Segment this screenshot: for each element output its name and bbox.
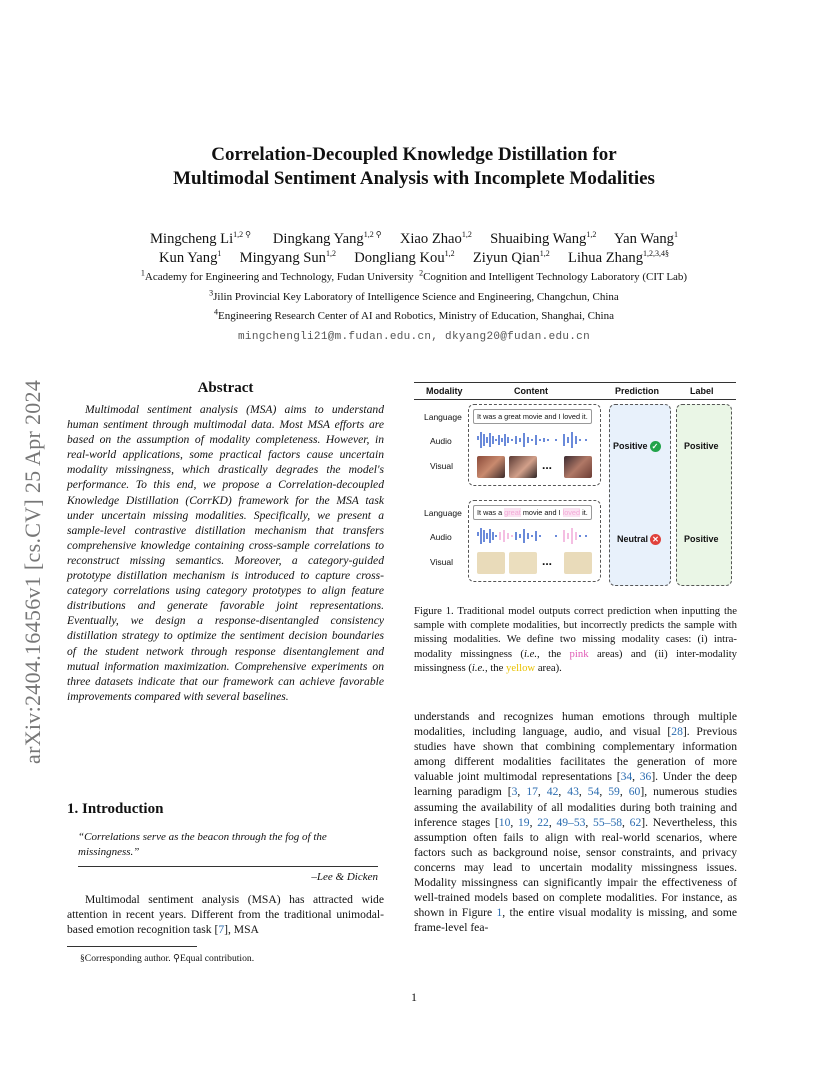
author: Mingcheng $Li^{1,2 ⚲}$ xyxy=(150,230,251,247)
citation-link[interactable]: 43 xyxy=(567,785,579,799)
citation-link[interactable]: 59 xyxy=(608,785,620,799)
header-modality: Modality xyxy=(426,386,463,396)
frames-ellipsis: ... xyxy=(542,458,553,472)
section-heading-introduction: 1. Introduction xyxy=(67,801,164,817)
sample-2-audio-waveform xyxy=(476,526,594,546)
epigraph-quote: “Correlations serve as the beacon through the fog of the missingness.” xyxy=(78,831,327,858)
prediction-column xyxy=(609,404,671,586)
author: Yan Wang$^1$ xyxy=(614,230,678,247)
citation-link[interactable]: 36 xyxy=(639,770,652,784)
cross-icon: ✕ xyxy=(650,534,661,545)
header-label: Label xyxy=(690,386,714,396)
citation-link[interactable]: 3 xyxy=(511,785,518,799)
author: Ziyun Qian$^{1,2}$ xyxy=(472,249,550,266)
figure-top-rule xyxy=(414,382,736,383)
paper-title xyxy=(0,143,828,191)
citation-link[interactable]: 55–58 xyxy=(593,815,623,829)
sample-1-sentence: It was a great movie and I loved it. xyxy=(473,409,592,424)
row-label-visual: Visual xyxy=(430,461,453,471)
author: Lihua Zhang$^{1,2,3,4\S}$ xyxy=(568,249,670,266)
video-frame-thumbnail xyxy=(509,456,537,478)
citation-link[interactable]: 34 xyxy=(620,770,633,784)
author: Kun Yang$^1$ xyxy=(158,249,222,266)
citation-link[interactable]: 7 xyxy=(218,923,225,937)
author-emails: mingchengli21@m.fudan.edu.cn, dkyang20@fudan.edu.cn xyxy=(238,331,590,343)
missing-word: great xyxy=(504,508,521,517)
citation-link[interactable]: 28 xyxy=(671,725,683,739)
citation-link[interactable]: 49–53 xyxy=(556,815,586,829)
citation-link[interactable]: 42 xyxy=(546,785,559,799)
figure-1 xyxy=(414,382,736,590)
sample-2-sentence: It was a great movie and I loved it. xyxy=(473,505,592,520)
right-column-paragraph: understands and recognizes human emotions through multiple modalities, including language, audio, and visual [28]. Previous studies have shown that combining complementary information among different modalities facilitates the generation of more valuable joint multimodal representations [34, 36]. Under the deep learning paradigm [3, 17, 42, 43, 54, 59, 60], numerous studies assuming the availability of all modalities during both training and inference stages [10, 19, 22, 49–53, 55–58, 62]. Nevertheless, this assumption often fails to align with real-world scenarios, where factors such as background noise, sensor constraints, and privacy concerns may lead to uncertain modality missingness issues. Modality missingness can significantly impair the effectiveness of well-trained models based on complete modalities. For instance, as shown in Figure 1, the entire visual modality is missing, and some frame-level fea- xyxy=(414,710,738,935)
author: Dingkang Yang$^{1,2 ⚲}$ xyxy=(272,230,382,247)
abstract-text: Multimodal sentiment analysis (MSA) aims to understand human sentiment through multimodal data. Most MSA efforts are based on the assumption of modality completeness. However, in real-world applications, some practical factors cause uncertain modality missingness, which drastically degrades the model's performance. To this end, we propose a Correlation-decoupled Knowledge Distillation (CorrKD) framework for the MSA task under uncertain missing modalities. Specifically, we present a sample-level contrastive distillation mechanism that transfers comprehensive knowledge containing cross-sample correlations to reconstruct missing semantics. Moreover, a category-guided prototype distillation mechanism is introduced to capture cross-category correlations using category prototypes to align feature distributions and generate favorable joint representations. Eventually, we design a response-disentangled consistency distillation strategy to optimize the sentiment decision boundaries of the student network through response disentanglement and mutual information maximization. Comprehensive experiments on three datasets indicate that our framework can achieve favorable improvements compared with several baselines. xyxy=(67,403,384,703)
arxiv-sidebar xyxy=(20,294,56,764)
row-label-language: Language xyxy=(424,508,462,518)
footnote: §Corresponding author. ⚲Equal contribution. xyxy=(80,953,255,964)
author: Shuaibing Wang$^{1,2}$ xyxy=(490,230,597,247)
citation-link[interactable]: 60 xyxy=(628,785,641,799)
video-frame-thumbnail xyxy=(564,456,592,478)
citation-link[interactable]: 10 xyxy=(498,815,511,829)
footnote-divider xyxy=(67,946,197,947)
abstract-heading: Abstract xyxy=(197,380,254,396)
affiliation-line-2: $^3$Jilin Provincial Key Laboratory of Intelligence Science and Engineering, Changchun, China xyxy=(209,288,619,303)
sample-2-label: Positive xyxy=(684,534,719,544)
missing-frame-thumbnail xyxy=(477,552,505,574)
authors-line-2 xyxy=(60,249,768,268)
figure-header-rule xyxy=(414,399,736,400)
intro-paragraph: Multimodal sentiment analysis (MSA) has attracted wide attention in recent years. Different from the traditional unimodal-based emotion recognition task [7], MSA xyxy=(67,893,384,937)
page-number: 1 xyxy=(411,990,417,1004)
quote-divider xyxy=(78,866,378,867)
author: Dongliang Kou$^{1,2}$ xyxy=(354,249,455,266)
sample-1-label: Positive xyxy=(684,441,719,451)
figure-1-caption: Figure 1. Traditional model outputs correct prediction when inputting the sample with complete modalities, but incorrectly predicts the sample with missing modalities. We define two missing modality cases: (i) intra-modality missingness (i.e., the pink areas) and (ii) inter-modality missingness (i.e., the yellow area). xyxy=(414,605,738,674)
row-label-audio: Audio xyxy=(430,436,452,446)
sample-1-prediction: Positive ✓ xyxy=(613,441,661,452)
citation-link[interactable]: 22 xyxy=(537,815,549,829)
row-label-visual: Visual xyxy=(430,557,453,567)
check-icon: ✓ xyxy=(650,441,661,452)
label-column xyxy=(676,404,732,586)
title-line-2: Multimodal Sentiment Analysis with Incomplete Modalities xyxy=(173,168,655,189)
authors-line-1 xyxy=(60,230,768,249)
citation-link[interactable]: 19 xyxy=(518,815,530,829)
row-label-language: Language xyxy=(424,412,462,422)
arxiv-identifier: arXiv:2404.16456v1 [cs.CV] 25 Apr 2024 xyxy=(20,379,45,764)
affiliation-line-3: $^4$Engineering Research Center of AI and Robotics, Ministry of Education, Shanghai, China xyxy=(214,307,614,322)
author: Mingyang Sun$^{1,2}$ xyxy=(239,249,336,266)
header-content: Content xyxy=(514,386,548,396)
citation-link[interactable]: 54 xyxy=(587,785,600,799)
missing-frame-thumbnail xyxy=(509,552,537,574)
video-frame-thumbnail xyxy=(477,456,505,478)
citation-link[interactable]: 17 xyxy=(526,785,538,799)
author: Xiao Zhao$^{1,2}$ xyxy=(399,230,472,247)
affiliation-line-1: $^1$Academy for Engineering and Technology, Fudan University $^2$Cognition and Intelligent Technology Laboratory (CIT Lab) xyxy=(140,268,688,283)
sample-1-audio-waveform xyxy=(476,430,594,450)
citation-link[interactable]: 62 xyxy=(629,815,642,829)
header-prediction: Prediction xyxy=(615,386,660,396)
frames-ellipsis: ... xyxy=(542,554,553,568)
figure-reference-link[interactable]: 1 xyxy=(496,906,503,920)
sample-2-prediction: Neutral ✕ xyxy=(617,534,661,545)
missing-frame-thumbnail xyxy=(564,552,592,574)
row-label-audio: Audio xyxy=(430,532,452,542)
quote-author: –Lee & Dicken xyxy=(311,871,378,883)
title-line-1: Correlation-Decoupled Knowledge Distillation for xyxy=(211,144,617,165)
missing-word: loved xyxy=(562,508,581,517)
